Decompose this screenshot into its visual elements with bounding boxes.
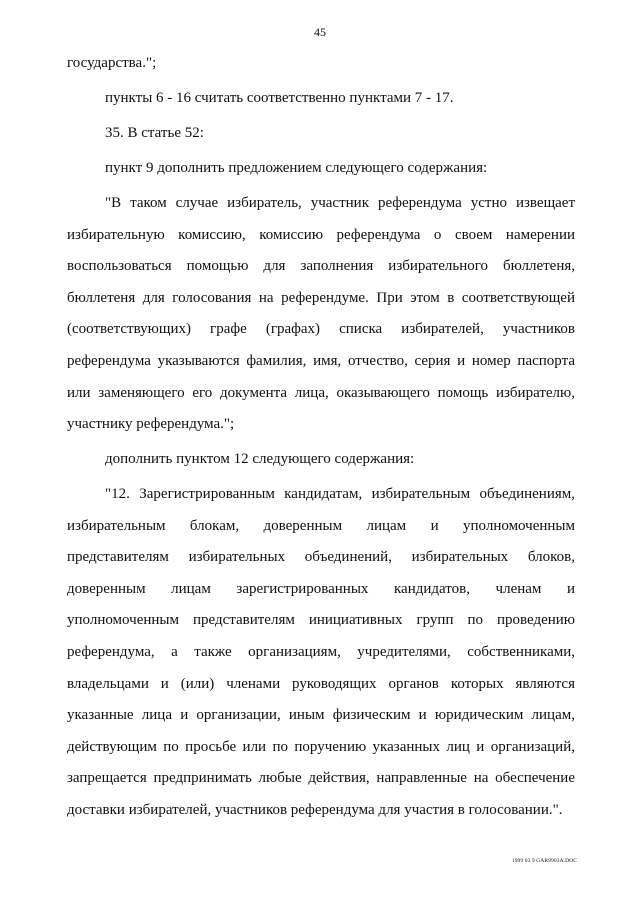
paragraph-point-12-quote: "12. Зарегистрированным кандидатам, избирательным объединениям, избирательным блокам, доверенным лицам и уполномоченным представителям избирательных объединений, избирательных блоков, доверенным лицам зарегистрированных кандидатов, членам и уполномоченным представителям инициативных групп по проведению референдума, а также организациям, учредителями, собственниками, владельцами и (или) членами руководящих органов которых являются указанные лица и организации, иным физическим и юридическим лицам, действующим по просьбе или по поручению указанных лиц и организаций, запрещается предпринимать любые действия, направленные на обеспечение доставки избирателей, участников референдума для участия в голосовании.". (67, 486, 575, 818)
file-reference-footer: 1999 03 9 GAR9903A.DOC (511, 858, 577, 864)
page-number: 45 (314, 25, 326, 39)
paragraph-point-9-quote: "В таком случае избиратель, участник референдума устно извещает избирательную комиссию, комиссию референдума о своем намерении воспользоваться помощью для заполнения избирательного бюллетеня, бюллетеня для голосования на референдуме. При этом в соответствующей (соответствующих) графе (графах) списка избирателей, участников референдума указываются фамилия, имя, отчество, серия и номер паспорта или заменяющего его документа лица, оказывающего помощь избирателю, участнику референдума."; (67, 194, 575, 433)
body-text (67, 48, 575, 827)
paragraph-point-12-intro: дополнить пунктом 12 следующего содержания: (105, 451, 415, 468)
paragraph-point-9-intro: пункт 9 дополнить предложением следующего содержания: (105, 159, 488, 176)
paragraph-article-52-heading: 35. В статье 52: (105, 124, 204, 141)
paragraph-continuation: государства."; (67, 55, 157, 71)
paragraph-renumber-points: пункты 6 - 16 считать соответственно пунктами 7 - 17. (105, 89, 454, 106)
